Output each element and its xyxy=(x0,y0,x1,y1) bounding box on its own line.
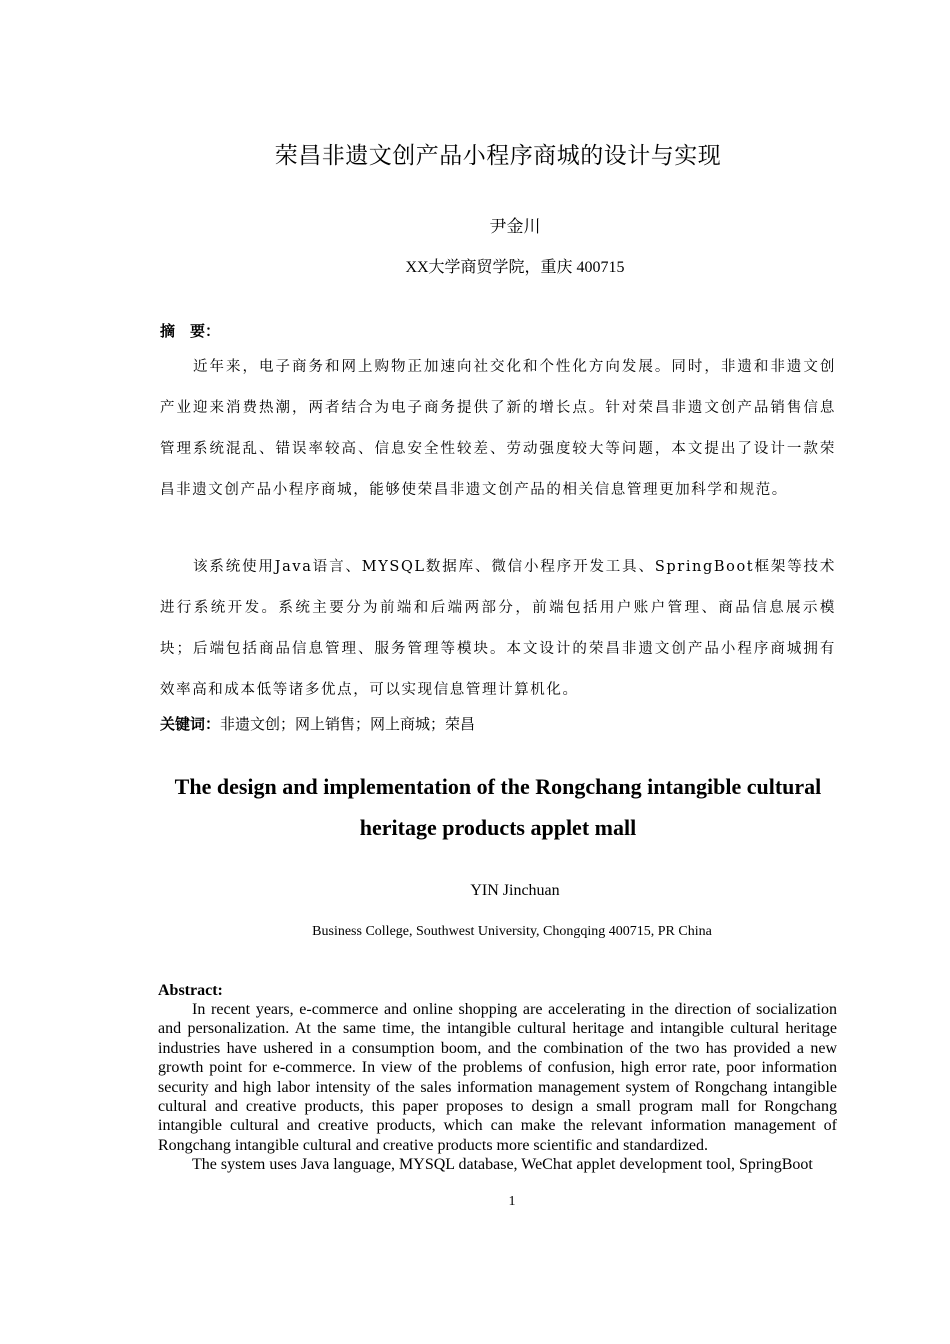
english-abstract-paragraph-1: In recent years, e-commerce and online shopping are accelerating in the direction of socialization and personalization. At the same time, the intangible cultural heritage and intangible cultural heritage industries have ushered in a consumption boom, and the combination of the two has provided a new growth point for e-commerce. In view of the problems of confusion, high error rate, poor information security and high labor intensity of the sales information management system of Rongchang intangible cultural and creative products, this paper proposes to design a small program mall for Rongchang intangible cultural and creative products, which can make the relevant information management of Rongchang intangible cultural and creative products more scientific and standardized. xyxy=(158,1001,837,1154)
chinese-keywords-label: 关键词： xyxy=(160,715,221,733)
english-abstract-heading: Abstract: xyxy=(158,982,223,999)
chinese-keywords xyxy=(160,713,475,735)
english-title: The design and implementation of the Rongchang intangible cultural heritage products applet mall xyxy=(174,774,822,840)
page-number: 1 xyxy=(508,1194,516,1209)
chinese-abstract-paragraph-1: 近年来，电子商务和网上购物正加速向社交化和个性化方向发展。同时，非遗和非遗文创产业迎来消费热潮，两者结合为电子商务提供了新的增长点。针对荣昌非遗文创产品销售信息管理系统混乱、错误率较高、信息安全性较差、劳动强度较大等问题，本文提出了设计一款荣昌非遗文创产品小程序商城，能够使荣昌非遗文创产品的相关信息管理更加科学和规范。 xyxy=(160,359,836,498)
english-abstract-paragraph-2: The system uses Java language, MYSQL database, WeChat applet development tool, SpringBoot xyxy=(192,1156,813,1173)
chinese-keywords-text: 非遗文创；网上销售；网上商城；荣昌 xyxy=(220,715,476,733)
english-author: YIN Jinchuan xyxy=(470,882,560,899)
chinese-affiliation: XX大学商贸学院，重庆 400715 xyxy=(405,259,625,276)
chinese-abstract-paragraph-2: 该系统使用Java语言、MYSQL数据库、微信小程序开发工具、SpringBoot框架等技术进行系统开发。系统主要分为前端和后端两部分，前端包括用户账户管理、商品信息展示模块；后端包括商品信息管理、服务管理等模块。本文设计的荣昌非遗文创产品小程序商城拥有效率高和成本低等诸多优点，可以实现信息管理计算机化。 xyxy=(160,559,836,698)
chinese-title: 荣昌非遗文创产品小程序商城的设计与实现 xyxy=(274,143,722,169)
chinese-author: 尹金川 xyxy=(489,217,541,237)
english-affiliation: Business College, Southwest University, Chongqing 400715, PR China xyxy=(312,924,712,939)
chinese-abstract-heading: 摘 要： xyxy=(160,322,221,340)
